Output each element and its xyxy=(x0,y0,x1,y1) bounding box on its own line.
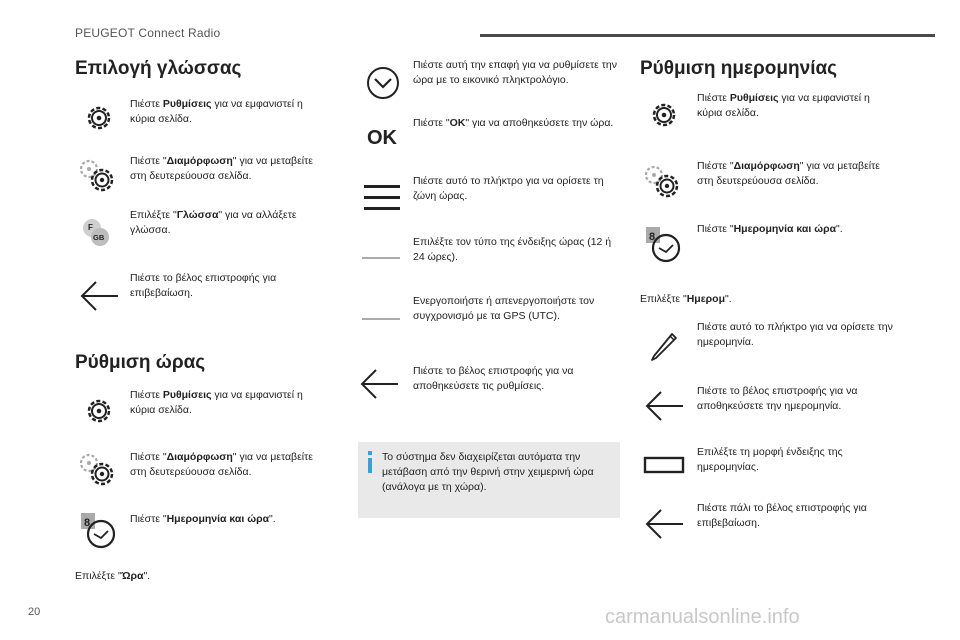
info-note xyxy=(358,442,620,518)
step-text: Πιέστε "Ημερομηνία και ώρα". xyxy=(697,223,843,235)
language-icon-label-bottom: GB xyxy=(93,233,105,242)
step-text: Επιλέξτε "Γλώσσα" για να αλλάξετε γλώσσα. xyxy=(130,209,297,236)
page-number: 20 xyxy=(28,606,41,618)
watermark: carmanualsonline.info xyxy=(605,606,800,628)
date-format-icon xyxy=(643,456,685,476)
step-text: Πιέστε το βέλος επιστροφής για να αποθηκεύσετε την ημερομηνία. xyxy=(697,385,858,412)
heading-time: Ρύθμιση ώρας xyxy=(75,352,206,373)
info-icon xyxy=(365,451,375,473)
clock-icon xyxy=(80,512,118,550)
language-icon xyxy=(78,215,114,249)
back-arrow-icon xyxy=(358,368,400,400)
toggle-icon xyxy=(360,255,402,261)
language-icon-label-top: F xyxy=(88,223,93,232)
info-note-text: Το σύστημα δεν διαχειρίζεται αυτόματα την μετάβαση από την θερινή στην χειμερινή ώρα (ανάλογα με τη χώρα). xyxy=(382,451,594,493)
gear-icon xyxy=(650,101,678,129)
back-arrow-icon xyxy=(643,508,685,540)
step-text: Ενεργοποιήστε ή απενεργοποιήστε τον συγχρονισμό με τα GPS (UTC). xyxy=(413,295,595,322)
select-time-line: Επιλέξτε "Ώρα". xyxy=(75,570,151,582)
step-text: Πιέστε "Διαμόρφωση" για να μεταβείτε στη δευτερεύουσα σελίδα. xyxy=(697,160,880,187)
clock-icon xyxy=(645,226,683,264)
step-text: Πιέστε πάλι το βέλος επιστροφής για επιβεβαίωση. xyxy=(697,502,867,529)
chevron-down-icon xyxy=(366,66,400,100)
back-arrow-icon xyxy=(643,390,685,422)
double-gear-icon xyxy=(78,158,118,194)
step-text: Πιέστε "OK" για να αποθηκεύσετε την ώρα. xyxy=(413,117,614,129)
step-text: Επιλέξτε τη μορφή ένδειξης της ημερομηνίας. xyxy=(697,446,843,473)
pencil-icon xyxy=(648,330,680,362)
step-text: Πιέστε Ρυθμίσεις για να εμφανιστεί η κύρια σελίδα. xyxy=(697,92,870,119)
step-text: Πιέστε αυτό το πλήκτρο για να ορίσετε την ημερομηνία. xyxy=(697,321,893,348)
clock-badge: 8 xyxy=(649,231,656,243)
header-rule xyxy=(480,34,935,37)
ok-icon: OK xyxy=(367,127,397,149)
select-date-line: Επιλέξτε "Ημερομ". xyxy=(640,293,732,305)
menu-icon xyxy=(364,183,400,213)
step-text: Πιέστε αυτό το πλήκτρο για να ορίσετε τη ζώνη ώρας. xyxy=(413,175,604,202)
step-text: Πιέστε "Διαμόρφωση" για να μεταβείτε στη δευτερεύουσα σελίδα. xyxy=(130,155,313,182)
step-text: Πιέστε αυτή την επαφή για να ρυθμίσετε την ώρα με το εικονικό πληκτρολόγιο. xyxy=(413,59,617,86)
toggle-icon xyxy=(360,316,402,322)
gear-icon xyxy=(85,104,113,132)
step-text: Πιέστε το βέλος επιστροφής για να αποθηκεύσετε τις ρυθμίσεις. xyxy=(413,365,574,392)
double-gear-icon xyxy=(78,452,118,488)
heading-date: Ρύθμιση ημερομηνίας xyxy=(640,58,838,79)
step-text: Επιλέξτε τον τύπο της ένδειξης ώρας (12 ή 24 ώρες). xyxy=(413,236,612,263)
header-title: PEUGEOT Connect Radio xyxy=(75,26,221,40)
clock-badge: 8 xyxy=(84,517,91,529)
heading-language: Επιλογή γλώσσας xyxy=(75,58,242,79)
double-gear-icon xyxy=(643,164,683,200)
step-text: Πιέστε "Ημερομηνία και ώρα". xyxy=(130,513,276,525)
step-text: Πιέστε Ρυθμίσεις για να εμφανιστεί η κύρια σελίδα. xyxy=(130,98,303,125)
back-arrow-icon xyxy=(78,280,120,312)
step-text: Πιέστε το βέλος επιστροφής για επιβεβαίωση. xyxy=(130,272,277,299)
gear-icon xyxy=(85,397,113,425)
step-text: Πιέστε Ρυθμίσεις για να εμφανιστεί η κύρια σελίδα. xyxy=(130,389,303,416)
step-text: Πιέστε "Διαμόρφωση" για να μεταβείτε στη δευτερεύουσα σελίδα. xyxy=(130,451,313,478)
